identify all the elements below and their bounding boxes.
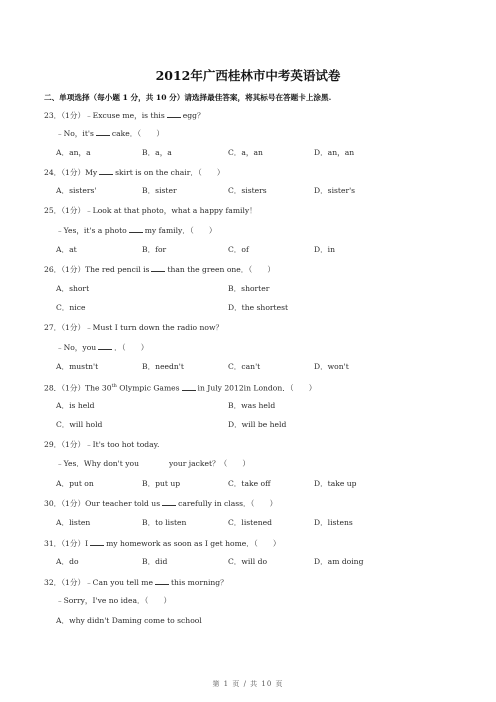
- q25-option-c: C．of: [228, 245, 249, 254]
- q26-option-d: D．the shortest: [228, 303, 289, 312]
- q29-option-c: C．take off: [228, 479, 271, 488]
- question-30-stem: 30．（1分）Our teacher told us carefully in class．（ ）: [44, 499, 278, 508]
- q30-option-a: A．listen: [56, 518, 91, 527]
- q26-option-a: A．short: [56, 284, 90, 293]
- question-28-stem: 28．（1分）The 30th Olympic Games in July 2012in London．（ ）: [44, 383, 317, 393]
- q31-option-a: A．do: [56, 557, 79, 566]
- q28-option-d: D．will be held: [228, 420, 287, 429]
- q31-option-c: C．will do: [228, 557, 268, 566]
- answer-blank: [98, 342, 112, 350]
- question-27-dialogue: ﹣No，you ．（ ）: [56, 343, 149, 352]
- q27-option-a: A．mustn't: [56, 362, 99, 371]
- question-31-stem: 31．（1分）I my homework as soon as I get home．（ ）: [44, 539, 281, 548]
- q29-option-d: D．take up: [314, 479, 357, 488]
- q23-option-d: D．an，an: [314, 148, 355, 157]
- q24-option-c: C．sisters: [228, 186, 267, 195]
- question-29-stem: 29．（1分）﹣It's too hot today.: [44, 440, 160, 449]
- q30-option-c: C．listened: [228, 518, 272, 527]
- q24-option-d: D．sister's: [314, 186, 356, 195]
- answer-blank: [167, 110, 181, 118]
- q31-option-d: D．am doing: [314, 557, 364, 566]
- page-title: 2012年广西桂林市中考英语试卷: [155, 68, 341, 83]
- q23-option-c: C．a，an: [228, 148, 263, 157]
- question-25-stem: 25．（1分）﹣Look at that photo，what a happy family！: [44, 206, 257, 215]
- q31-option-b: B．did: [142, 557, 168, 566]
- page-footer: 第 1 页 / 共 10 页: [212, 680, 284, 688]
- section-heading: 二、单项选择（每小题 1 分，共 10 分）请选择最佳答案，将其标号在答题卡上涂黑.: [44, 93, 332, 102]
- answer-blank: [182, 383, 196, 391]
- question-32-dialogue: ﹣Sorry，I've no idea．（ ）: [56, 596, 172, 605]
- q30-option-b: B．to listen: [142, 518, 187, 527]
- q30-option-d: D．listens: [314, 518, 353, 527]
- answer-blank: [162, 498, 176, 506]
- answer-blank: [90, 538, 104, 546]
- question-24-stem: 24．（1分）My skirt is on the chair．（ ）: [44, 168, 225, 177]
- q29-option-b: B．put up: [142, 479, 181, 488]
- question-26-stem: 26．（1分）The red pencil is than the green one．（ ）: [44, 265, 275, 274]
- q28-option-c: C．will hold: [56, 420, 103, 429]
- q25-option-d: D．in: [314, 245, 336, 254]
- question-29-dialogue: ﹣Yes．Why don't you your jacket？（ ）: [56, 459, 251, 468]
- q32-option-a: A．why didn't Daming come to school: [56, 616, 202, 625]
- q28-option-a: A．is held: [56, 401, 95, 410]
- q23-option-a: A．an，a: [56, 148, 91, 157]
- question-23-stem: 23．（1分）﹣Excuse me，is this egg？: [44, 111, 205, 120]
- question-23-dialogue: ﹣No，it's cake．（ ）: [56, 129, 164, 138]
- q29-option-a: A．put on: [56, 479, 94, 488]
- q26-option-c: C．nice: [56, 303, 86, 312]
- q27-option-b: B．needn't: [142, 362, 184, 371]
- question-25-dialogue: ﹣Yes，it's a photo my family．（ ）: [56, 226, 217, 235]
- question-32-stem: 32．（1分）﹣Can you tell me this morning？: [44, 578, 228, 587]
- q24-option-a: A．sisters': [56, 186, 97, 195]
- answer-blank: [129, 225, 143, 233]
- q26-option-b: B．shorter: [228, 284, 270, 293]
- answer-blank: [96, 128, 110, 136]
- answer-blank: [151, 264, 165, 272]
- question-27-stem: 27．（1分）﹣Must I turn down the radio now？: [44, 323, 224, 332]
- q27-option-d: D．won't: [314, 362, 349, 371]
- q25-option-a: A．at: [56, 245, 77, 254]
- q28-option-b: B．was held: [228, 401, 276, 410]
- answer-blank: [99, 167, 113, 175]
- q25-option-b: B．for: [142, 245, 167, 254]
- q23-option-b: B．a，a: [142, 148, 172, 157]
- q24-option-b: B．sister: [142, 186, 177, 195]
- answer-blank: [155, 577, 169, 585]
- q27-option-c: C．can't: [228, 362, 261, 371]
